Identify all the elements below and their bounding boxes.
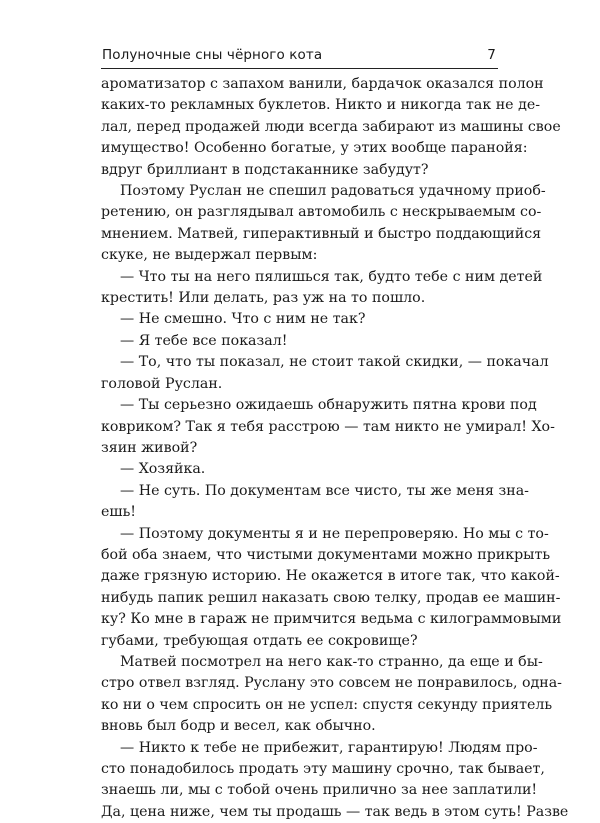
text-line: — Не смешно. Что с ним не так? [120, 311, 366, 328]
text-line: Матвей посмотрел на него как-то странно, да еще и бы- [120, 653, 543, 670]
text-line: — Никто к тебе не прибежит, гарантирую! Людям про- [120, 739, 538, 756]
running-title: Полуночные сны чёрного кота [102, 47, 323, 63]
text-line: сто понадобилось продать эту машину срочно, так бывает, [101, 761, 545, 777]
text-line: скуке, не выдержал первым: [101, 247, 318, 264]
text-line: ковриком? Так я тебя расстрою — там никто не умирал! Хо- [101, 418, 555, 435]
text-line: знаешь ли, мы с тобой очень прилично за нее заплатили! [101, 782, 538, 799]
text-line: — Ты серьезно ожидаешь обнаружить пятна крови под [120, 397, 537, 414]
text-line: каких-то рекламных буклетов. Никто и никогда так не де- [101, 97, 541, 114]
text-line: Поэтому Руслан не спешил радоваться удачному приоб- [120, 183, 546, 200]
text-line: мнением. Матвей, гиперактивный и быстро поддающийся [101, 225, 542, 242]
text-line: зяин живой? [101, 439, 198, 456]
text-line: стро отвел взгляд. Руслану это совсем не понравилось, одна- [101, 675, 562, 692]
text-line: губами, требующая отдать ее сокровище? [101, 632, 418, 649]
page-number: 7 [487, 47, 496, 63]
text-line: ко ни о чем спросить он не успел: спустя секунду приятель [101, 696, 553, 713]
body-text [101, 74, 569, 823]
text-line: даже грязную историю. Не окажется в итоге так, что какой- [101, 568, 560, 585]
running-header [101, 46, 498, 69]
text-line: ку? Ко мне в гараж не примчится ведьма с килограммовыми [101, 611, 562, 628]
text-line: вновь был бодр и весел, как обычно. [101, 718, 376, 735]
text-line: нибудь папик решил наказать свою телку, продав ее машин- [101, 589, 561, 606]
text-line: крестить! Или делать, раз уж на то пошло. [101, 290, 426, 307]
text-line: головой Руслан. [101, 375, 223, 392]
text-line: — Поэтому документы я и не перепроверяю. Но мы с то- [120, 525, 549, 542]
text-line: ешь! [101, 504, 137, 521]
text-line: имущество! Особенно богатые, у этих вообще паранойя: [101, 140, 528, 157]
text-line: бой оба знаем, что чистыми документами можно прикрыть [101, 546, 551, 563]
text-line: ароматизатор с запахом ванили, бардачок оказался полон [101, 76, 544, 92]
text-line: вдруг бриллиант в подстаканнике забудут? [101, 161, 429, 178]
text-line: ретению, он разглядывал автомобиль с нескрываемым со- [101, 204, 542, 221]
text-line: — Я тебе все показал! [120, 332, 288, 349]
text-line: — Хозяйка. [120, 461, 206, 478]
text-line: лал, перед продажей люди всегда забирают из машины свое [101, 118, 561, 135]
text-line: Да, цена ниже, чем ты продашь — так ведь в этом суть! Разве [101, 803, 569, 820]
text-line: — То, что ты показал, не стоит такой скидки, — покачал [120, 354, 549, 371]
text-line: — Что ты на него пялишься так, будто тебе с ним детей [120, 268, 543, 285]
text-line: — Не суть. По документам все чисто, ты же меня зна- [120, 482, 529, 499]
